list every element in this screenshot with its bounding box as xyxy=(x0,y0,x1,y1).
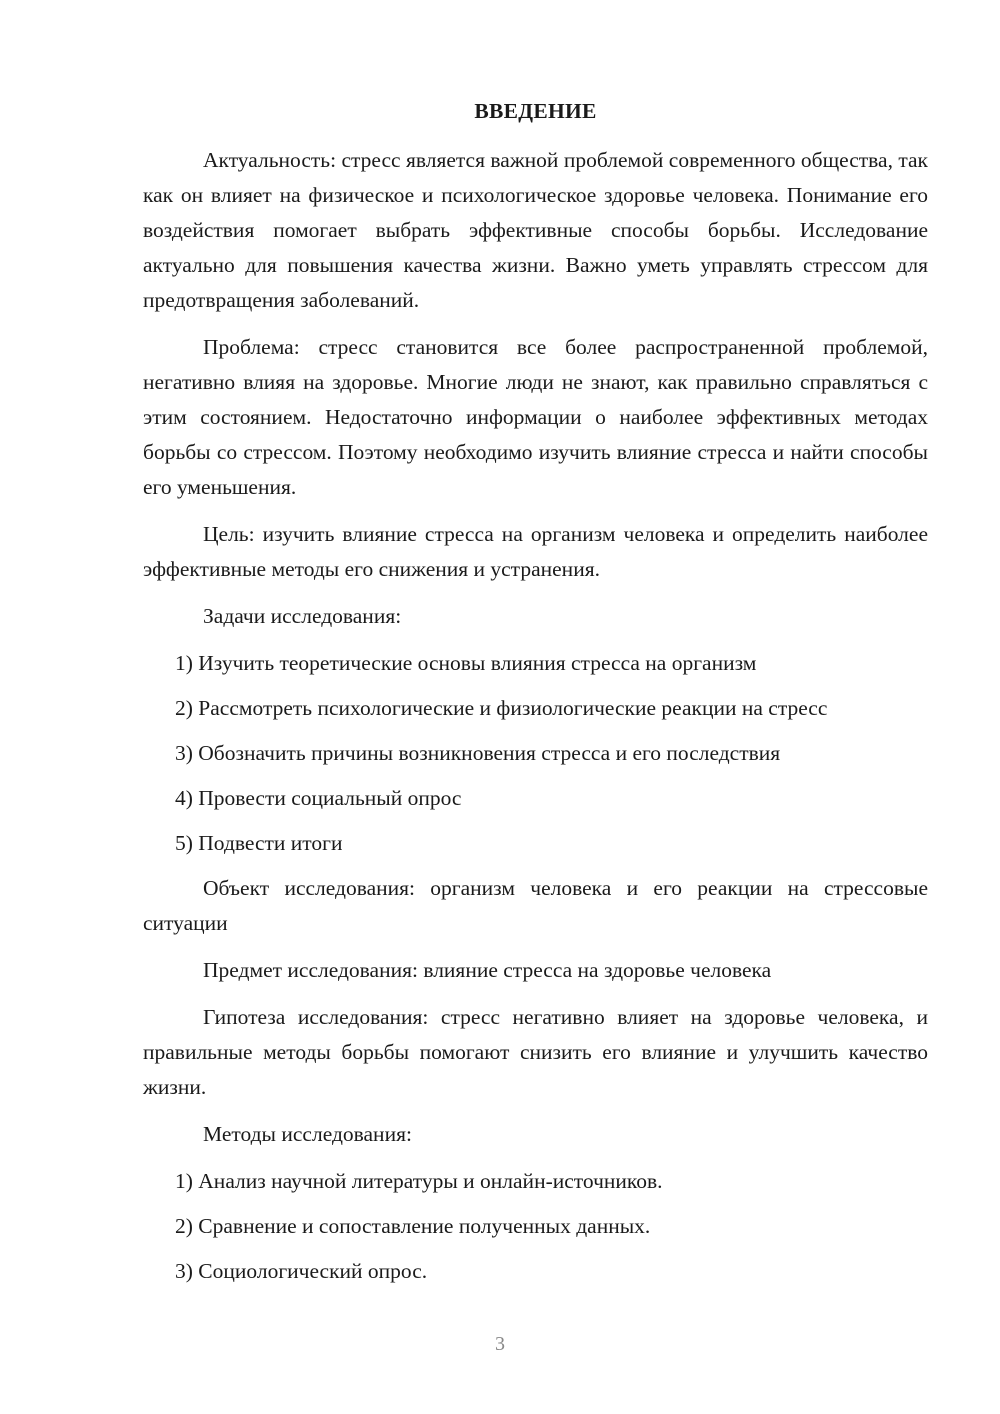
page-title: ВВЕДЕНИЕ xyxy=(474,99,597,123)
tasks-list xyxy=(143,646,928,861)
relevance-paragraph: Актуальность: стресс является важной проблемой современного общества, так как он влияет на физическое и психологическое здоровье человека. Понимание его воздействия помогает выбрать эффективные способы борьбы. Исследование актуально для повышения качества жизни. Важно уметь управлять стрессом для предотвращения заболеваний. xyxy=(143,148,928,312)
method-item: 3) Социологический опрос. xyxy=(175,1259,428,1283)
method-item: 1) Анализ научной литературы и онлайн-источников. xyxy=(175,1169,663,1193)
task-item: 4) Провести социальный опрос xyxy=(175,786,462,810)
task-item: 1) Изучить теоретические основы влияния стресса на организм xyxy=(175,651,757,675)
hypothesis-paragraph: Гипотеза исследования: стресс негативно влияет на здоровье человека, и правильные методы борьбы помогают снизить его влияние и улучшить качество жизни. xyxy=(143,1005,928,1099)
methods-list xyxy=(143,1164,928,1289)
method-item: 2) Сравнение и сопоставление полученных данных. xyxy=(175,1214,651,1238)
task-item: 2) Рассмотреть психологические и физиологические реакции на стресс xyxy=(175,696,828,720)
document-page xyxy=(143,94,928,1299)
subject-paragraph: Предмет исследования: влияние стресса на здоровье человека xyxy=(203,958,772,982)
tasks-heading: Задачи исследования: xyxy=(203,604,402,628)
problem-paragraph: Проблема: стресс становится все более распространенной проблемой, негативно влияя на здоровье. Многие люди не знают, как правильно справляться с этим состоянием. Недостаточно информации о наиболее эффективных методах борьбы со стрессом. Поэтому необходимо изучить влияние стресса и найти способы его уменьшения. xyxy=(143,335,928,499)
task-item: 3) Обозначить причины возникновения стресса и его последствия xyxy=(175,741,781,765)
goal-paragraph: Цель: изучить влияние стресса на организм человека и определить наиболее эффективные методы его снижения и устранения. xyxy=(143,522,928,581)
task-item: 5) Подвести итоги xyxy=(175,831,343,855)
object-paragraph: Объект исследования: организм человека и его реакции на стрессовые ситуации xyxy=(143,876,928,935)
page-number: 3 xyxy=(495,1333,505,1355)
methods-heading: Методы исследования: xyxy=(203,1122,412,1146)
